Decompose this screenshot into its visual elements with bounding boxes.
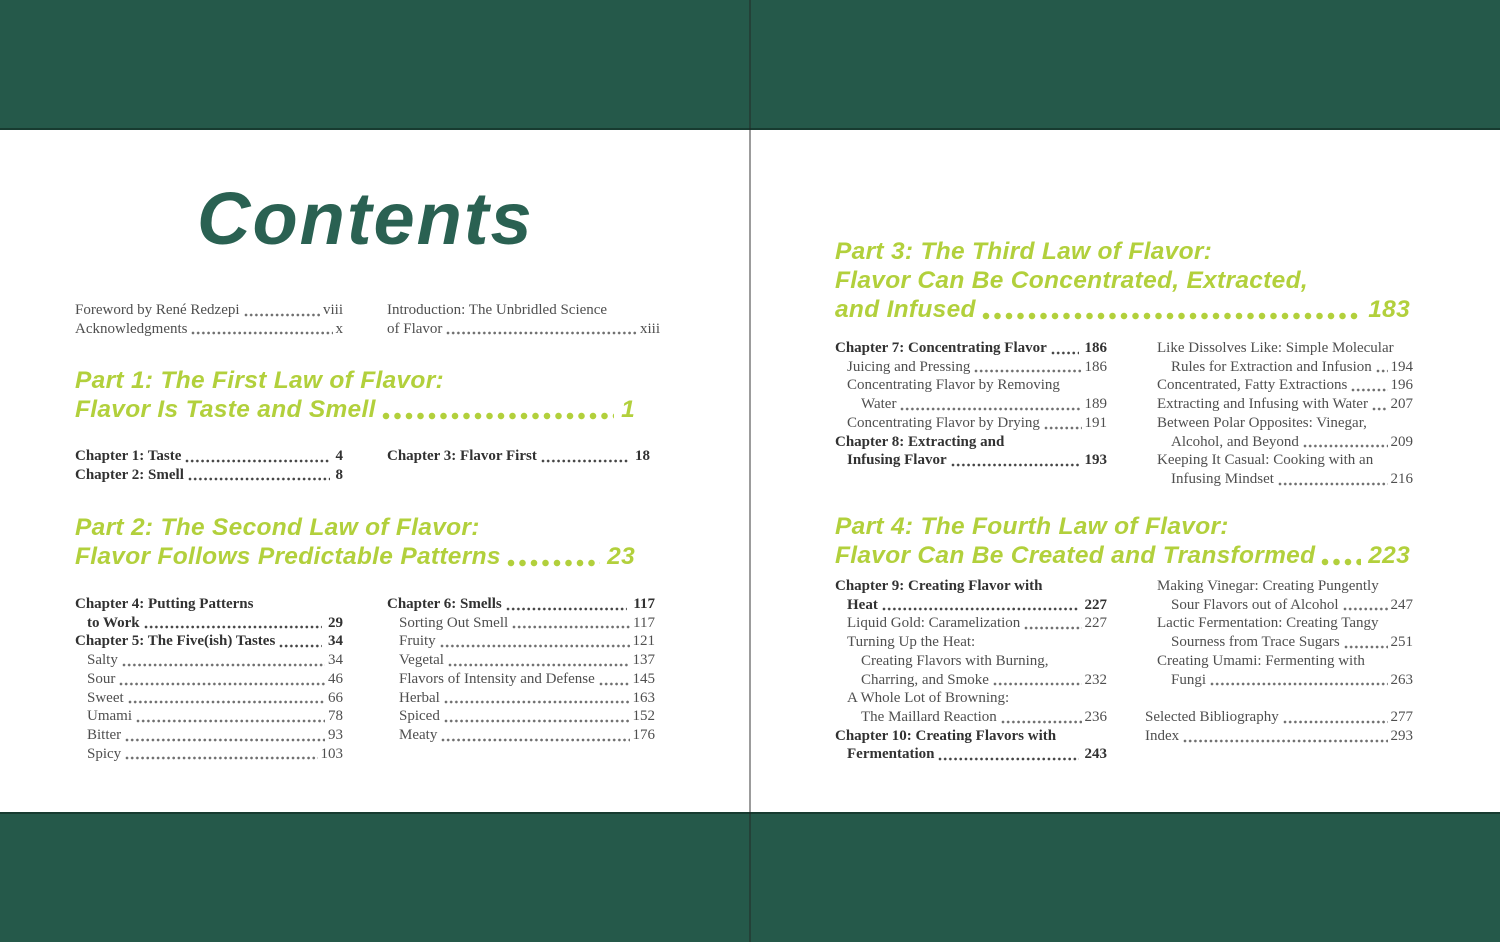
entry-label: Infusing Mindset (1171, 470, 1274, 487)
contents-title: Contents (197, 177, 534, 260)
dot-leader (599, 682, 630, 686)
dot-leader (122, 663, 325, 667)
toc-row (1145, 414, 1413, 433)
part-3-heading (835, 237, 1410, 324)
toc-chapter-row (387, 447, 650, 466)
entry-label: Meaty (399, 726, 438, 743)
entry-label: of Flavor (387, 320, 443, 337)
entry-label: Rules for Extraction and Infusion (1171, 358, 1372, 375)
toc-row (835, 671, 1107, 690)
page-number: 223 (1368, 542, 1410, 569)
toc-row (1145, 433, 1413, 452)
entry-label: Bitter (87, 726, 122, 743)
dot-leader (512, 625, 630, 629)
entry-label: Foreword by René Redzepi (75, 302, 240, 318)
entry-label: Liquid Gold: Caramelization (847, 615, 1021, 632)
page-number: 193 (1084, 452, 1107, 469)
entry-label: Spicy (87, 745, 122, 762)
dot-leader (1321, 558, 1361, 566)
page-number: 137 (632, 652, 655, 669)
entry-label: Flavor Can Be Created and Transformed (835, 542, 1316, 569)
entry-label: Herbal (399, 689, 440, 706)
entry-label: Flavor Can Be Concentrated, Extracted, (835, 267, 1308, 294)
toc-row (835, 614, 1107, 633)
dot-leader (1372, 407, 1388, 411)
entry-label: Lactic Fermentation: Creating Tangy (1157, 615, 1379, 632)
toc-row (1145, 671, 1413, 690)
page-number: 46 (328, 670, 343, 687)
entry-label: Fungi (1171, 671, 1207, 688)
entry-label: Chapter 6: Smells (387, 596, 502, 612)
toc-row (387, 707, 655, 726)
page-number: 66 (328, 689, 343, 706)
page-number: 163 (632, 689, 655, 706)
entry-label: Keeping It Casual: Cooking with an (1157, 452, 1374, 469)
page-number: 4 (335, 448, 343, 464)
chapters-1-2-col (75, 447, 343, 484)
toc-row (75, 726, 343, 745)
entry-label: Turning Up the Heat: (847, 634, 976, 651)
entry-label: Part 3: The Third Law of Flavor: (835, 238, 1213, 265)
toc-chapter-row (75, 466, 343, 485)
dot-leader (125, 738, 325, 742)
entry-label: Charring, and Smoke (861, 671, 989, 688)
part-heading-line (75, 366, 635, 395)
dot-leader (185, 459, 329, 463)
dot-leader (507, 559, 600, 567)
entry-label: Chapter 8: Extracting and (835, 433, 1005, 450)
entry-label: Flavors of Intensity and Defense (399, 670, 595, 687)
dot-leader (1283, 720, 1388, 724)
chapters-7-8-col-1 (835, 339, 1107, 470)
dot-leader (1024, 626, 1081, 630)
entry-label: Part 4: The Fourth Law of Flavor: (835, 513, 1229, 540)
page-number: 277 (1390, 709, 1413, 726)
toc-row (75, 689, 343, 708)
page-number: 1 (621, 396, 635, 423)
toc-row (387, 670, 655, 689)
page-number: 227 (1084, 615, 1107, 632)
toc-row (835, 395, 1107, 414)
dot-leader (125, 756, 317, 760)
entry-label: Vegetal (399, 652, 444, 669)
toc-row (387, 301, 660, 320)
page-number: 176 (632, 726, 655, 743)
chapter-6-col (387, 595, 655, 745)
page-number: 186 (1084, 358, 1107, 375)
page-number: 207 (1390, 396, 1413, 413)
dot-leader (144, 625, 322, 629)
dot-leader (882, 607, 1079, 611)
dot-leader (974, 369, 1081, 373)
toc-row (387, 651, 655, 670)
toc-row (1145, 596, 1413, 615)
entry-label: Chapter 9: Creating Flavor with (835, 578, 1043, 594)
entry-label: Salty (87, 652, 118, 669)
page-number: 23 (607, 543, 635, 570)
page-number: 117 (633, 596, 655, 612)
part-heading-line (835, 541, 1410, 570)
toc-chapter-row (75, 632, 343, 651)
page-number: 93 (328, 726, 343, 743)
entry-label: Juicing and Pressing (847, 358, 971, 375)
entry-label: Creating Flavors with Burning, (861, 652, 1049, 669)
toc-row (75, 745, 343, 764)
page-number: 247 (1390, 596, 1413, 613)
page-number: 189 (1084, 396, 1107, 413)
toc-chapter-row (835, 596, 1107, 615)
page-number: 183 (1368, 296, 1410, 323)
part-heading-line (835, 295, 1410, 324)
toc-row (1145, 577, 1413, 596)
entry-label: Introduction: The Unbridled Science (387, 302, 608, 318)
entry-label: Chapter 1: Taste (75, 448, 182, 464)
dot-leader (448, 663, 630, 667)
page-number: 34 (328, 652, 343, 669)
chapters-9-10-col-2 (1145, 577, 1413, 746)
page-number: 196 (1390, 377, 1413, 394)
dot-leader (444, 719, 630, 723)
dot-leader (982, 312, 1361, 320)
dot-leader (1344, 645, 1388, 649)
page-number: viii (322, 302, 343, 318)
entry-label: Flavor Is Taste and Smell (75, 396, 376, 423)
dot-leader (506, 607, 628, 611)
page-number: 186 (1084, 340, 1107, 356)
page-number: 29 (328, 614, 343, 631)
entry-label: Chapter 7: Concentrating Flavor (835, 340, 1047, 356)
toc-row (1145, 708, 1413, 727)
toc-chapter-row (835, 577, 1107, 596)
entry-label: Chapter 4: Putting Patterns (75, 596, 254, 612)
entry-label: Sourness from Trace Sugars (1171, 634, 1340, 651)
dot-leader (1376, 369, 1388, 373)
entry-label: to Work (87, 614, 140, 631)
entry-label: Extracting and Infusing with Water (1157, 396, 1368, 413)
page-number: 232 (1084, 671, 1107, 688)
dot-leader (1001, 720, 1082, 724)
dot-leader (188, 477, 330, 481)
part-heading-line (835, 266, 1410, 295)
dot-leader (1303, 444, 1388, 448)
page-number: 194 (1390, 358, 1413, 375)
chapters-7-8-col-2 (1145, 339, 1413, 489)
dot-leader (382, 412, 614, 420)
dot-leader (993, 682, 1082, 686)
entry-label: Umami (87, 708, 132, 725)
entry-label: The Maillard Reaction (861, 708, 997, 725)
entry-label: Spiced (399, 708, 440, 725)
front-matter-col-1 (75, 301, 343, 338)
page-number: 293 (1390, 727, 1413, 744)
page-number: 251 (1390, 634, 1413, 651)
entry-label: Sour (87, 670, 116, 687)
toc-row (387, 320, 660, 339)
entry-label: and Infused (835, 296, 976, 323)
entry-label: Fermentation (847, 746, 935, 763)
toc-row (835, 376, 1107, 395)
part-heading-line (75, 395, 635, 424)
dot-leader (279, 644, 322, 648)
entry-label: Between Polar Opposites: Vinegar, (1157, 414, 1367, 431)
chapters-4-5-col (75, 595, 343, 763)
toc-row (835, 708, 1107, 727)
entry-label: Concentrating Flavor by Removing (847, 377, 1060, 394)
page-number: 78 (328, 708, 343, 725)
page-number: 18 (635, 448, 650, 464)
dot-leader (900, 407, 1081, 411)
entry-label: Alcohol, and Beyond (1171, 433, 1299, 450)
entry-label: Chapter 10: Creating Flavors with (835, 727, 1057, 744)
entry-label: Infusing Flavor (847, 452, 947, 469)
entry-label: A Whole Lot of Browning: (847, 690, 1010, 707)
toc-row (1145, 376, 1413, 395)
dot-leader (1343, 607, 1388, 611)
entry-label: Making Vinegar: Creating Pungently (1157, 578, 1379, 594)
dot-leader (446, 331, 637, 335)
page-number: x (335, 320, 343, 337)
part-1-heading (75, 366, 635, 424)
page-number: 243 (1084, 746, 1107, 763)
toc-chapter-row (835, 433, 1107, 452)
entry-label: Acknowledgments (75, 320, 188, 337)
page-number: 236 (1084, 708, 1107, 725)
dot-leader (128, 700, 325, 704)
page-number: 117 (633, 614, 655, 631)
toc-row (1145, 358, 1413, 377)
page-number: 145 (632, 670, 655, 687)
toc-chapter-row (75, 614, 343, 633)
chapter-3-col (387, 447, 650, 466)
dot-leader (244, 313, 320, 317)
page-number: 103 (320, 745, 343, 762)
entry-label: Concentrated, Fatty Extractions (1157, 377, 1348, 394)
toc-row (1145, 614, 1413, 633)
entry-label: Sorting Out Smell (399, 614, 509, 631)
entry-label: Flavor Follows Predictable Patterns (75, 543, 501, 570)
part-heading-line (75, 542, 635, 571)
toc-chapter-row (835, 451, 1107, 470)
page-number: 227 (1084, 596, 1107, 613)
page-number: 216 (1390, 470, 1413, 487)
toc-row (1145, 633, 1413, 652)
dot-leader (444, 700, 630, 704)
entry-label: Like Dissolves Like: Simple Molecular (1157, 340, 1394, 356)
toc-row (387, 632, 655, 651)
toc-row (1145, 395, 1413, 414)
toc-chapter-row (75, 595, 343, 614)
toc-row (1145, 470, 1413, 489)
entry-label: Water (861, 396, 897, 413)
entry-label: Sweet (87, 689, 124, 706)
dot-leader (441, 738, 629, 742)
toc-row (835, 652, 1107, 671)
entry-label: Concentrating Flavor by Drying (847, 414, 1040, 431)
toc-row (75, 320, 343, 339)
toc-row (387, 726, 655, 745)
toc-row (75, 707, 343, 726)
toc-chapter-row (835, 745, 1107, 764)
entry-label: Part 2: The Second Law of Flavor: (75, 514, 480, 541)
dot-leader (938, 757, 1078, 761)
dot-leader (136, 719, 325, 723)
dot-leader (191, 331, 332, 335)
entry-label: Sour Flavors out of Alcohol (1171, 596, 1339, 613)
toc-chapter-row (387, 595, 655, 614)
dot-leader (440, 644, 630, 648)
toc-row (75, 301, 343, 320)
toc-row (387, 689, 655, 708)
toc-row (835, 414, 1107, 433)
dot-leader (541, 459, 629, 463)
front-matter-col-2 (387, 301, 660, 338)
part-2-heading (75, 513, 635, 571)
toc-row (1145, 727, 1413, 746)
entry-label: Index (1145, 727, 1180, 744)
entry-label: Heat (847, 596, 878, 613)
page-number: 152 (632, 708, 655, 725)
dot-leader (119, 682, 325, 686)
toc-row (387, 614, 655, 633)
dot-leader (1210, 682, 1387, 686)
toc-row (75, 651, 343, 670)
toc-chapter-row (835, 727, 1107, 746)
dot-leader (1044, 426, 1082, 430)
dot-leader (951, 463, 1079, 467)
part-heading-line (835, 237, 1410, 266)
entry-label: Part 1: The First Law of Flavor: (75, 367, 444, 394)
entry-label: Chapter 5: The Five(ish) Tastes (75, 633, 276, 650)
dot-leader (1278, 482, 1388, 486)
page-number: 209 (1390, 433, 1413, 450)
page-spine-divider (749, 0, 751, 942)
toc-chapter-row (75, 447, 343, 466)
dot-leader (1051, 351, 1079, 355)
entry-label: Chapter 3: Flavor First (387, 448, 537, 464)
part-heading-line (835, 512, 1410, 541)
page-number: xiii (639, 320, 660, 337)
entry-label: Chapter 2: Smell (75, 466, 184, 483)
page-number: 8 (335, 466, 343, 483)
toc-row (835, 689, 1107, 708)
toc-row (1145, 451, 1413, 470)
dot-leader (1183, 739, 1387, 743)
toc-chapter-row (835, 339, 1107, 358)
page-number: 34 (328, 633, 343, 650)
part-heading-line (75, 513, 635, 542)
page-number: 263 (1390, 671, 1413, 688)
chapters-9-10-col-1 (835, 577, 1107, 764)
page-number: 121 (632, 633, 655, 650)
dot-leader (1351, 388, 1387, 392)
toc-row (1145, 652, 1413, 671)
part-4-heading (835, 512, 1410, 570)
entry-label: Selected Bibliography (1145, 709, 1279, 726)
entry-label: Fruity (399, 633, 436, 650)
toc-row (835, 633, 1107, 652)
toc-row (835, 358, 1107, 377)
page-number: 191 (1084, 414, 1107, 431)
toc-row (75, 670, 343, 689)
toc-row (1145, 339, 1413, 358)
entry-label: Creating Umami: Fermenting with (1157, 652, 1365, 669)
